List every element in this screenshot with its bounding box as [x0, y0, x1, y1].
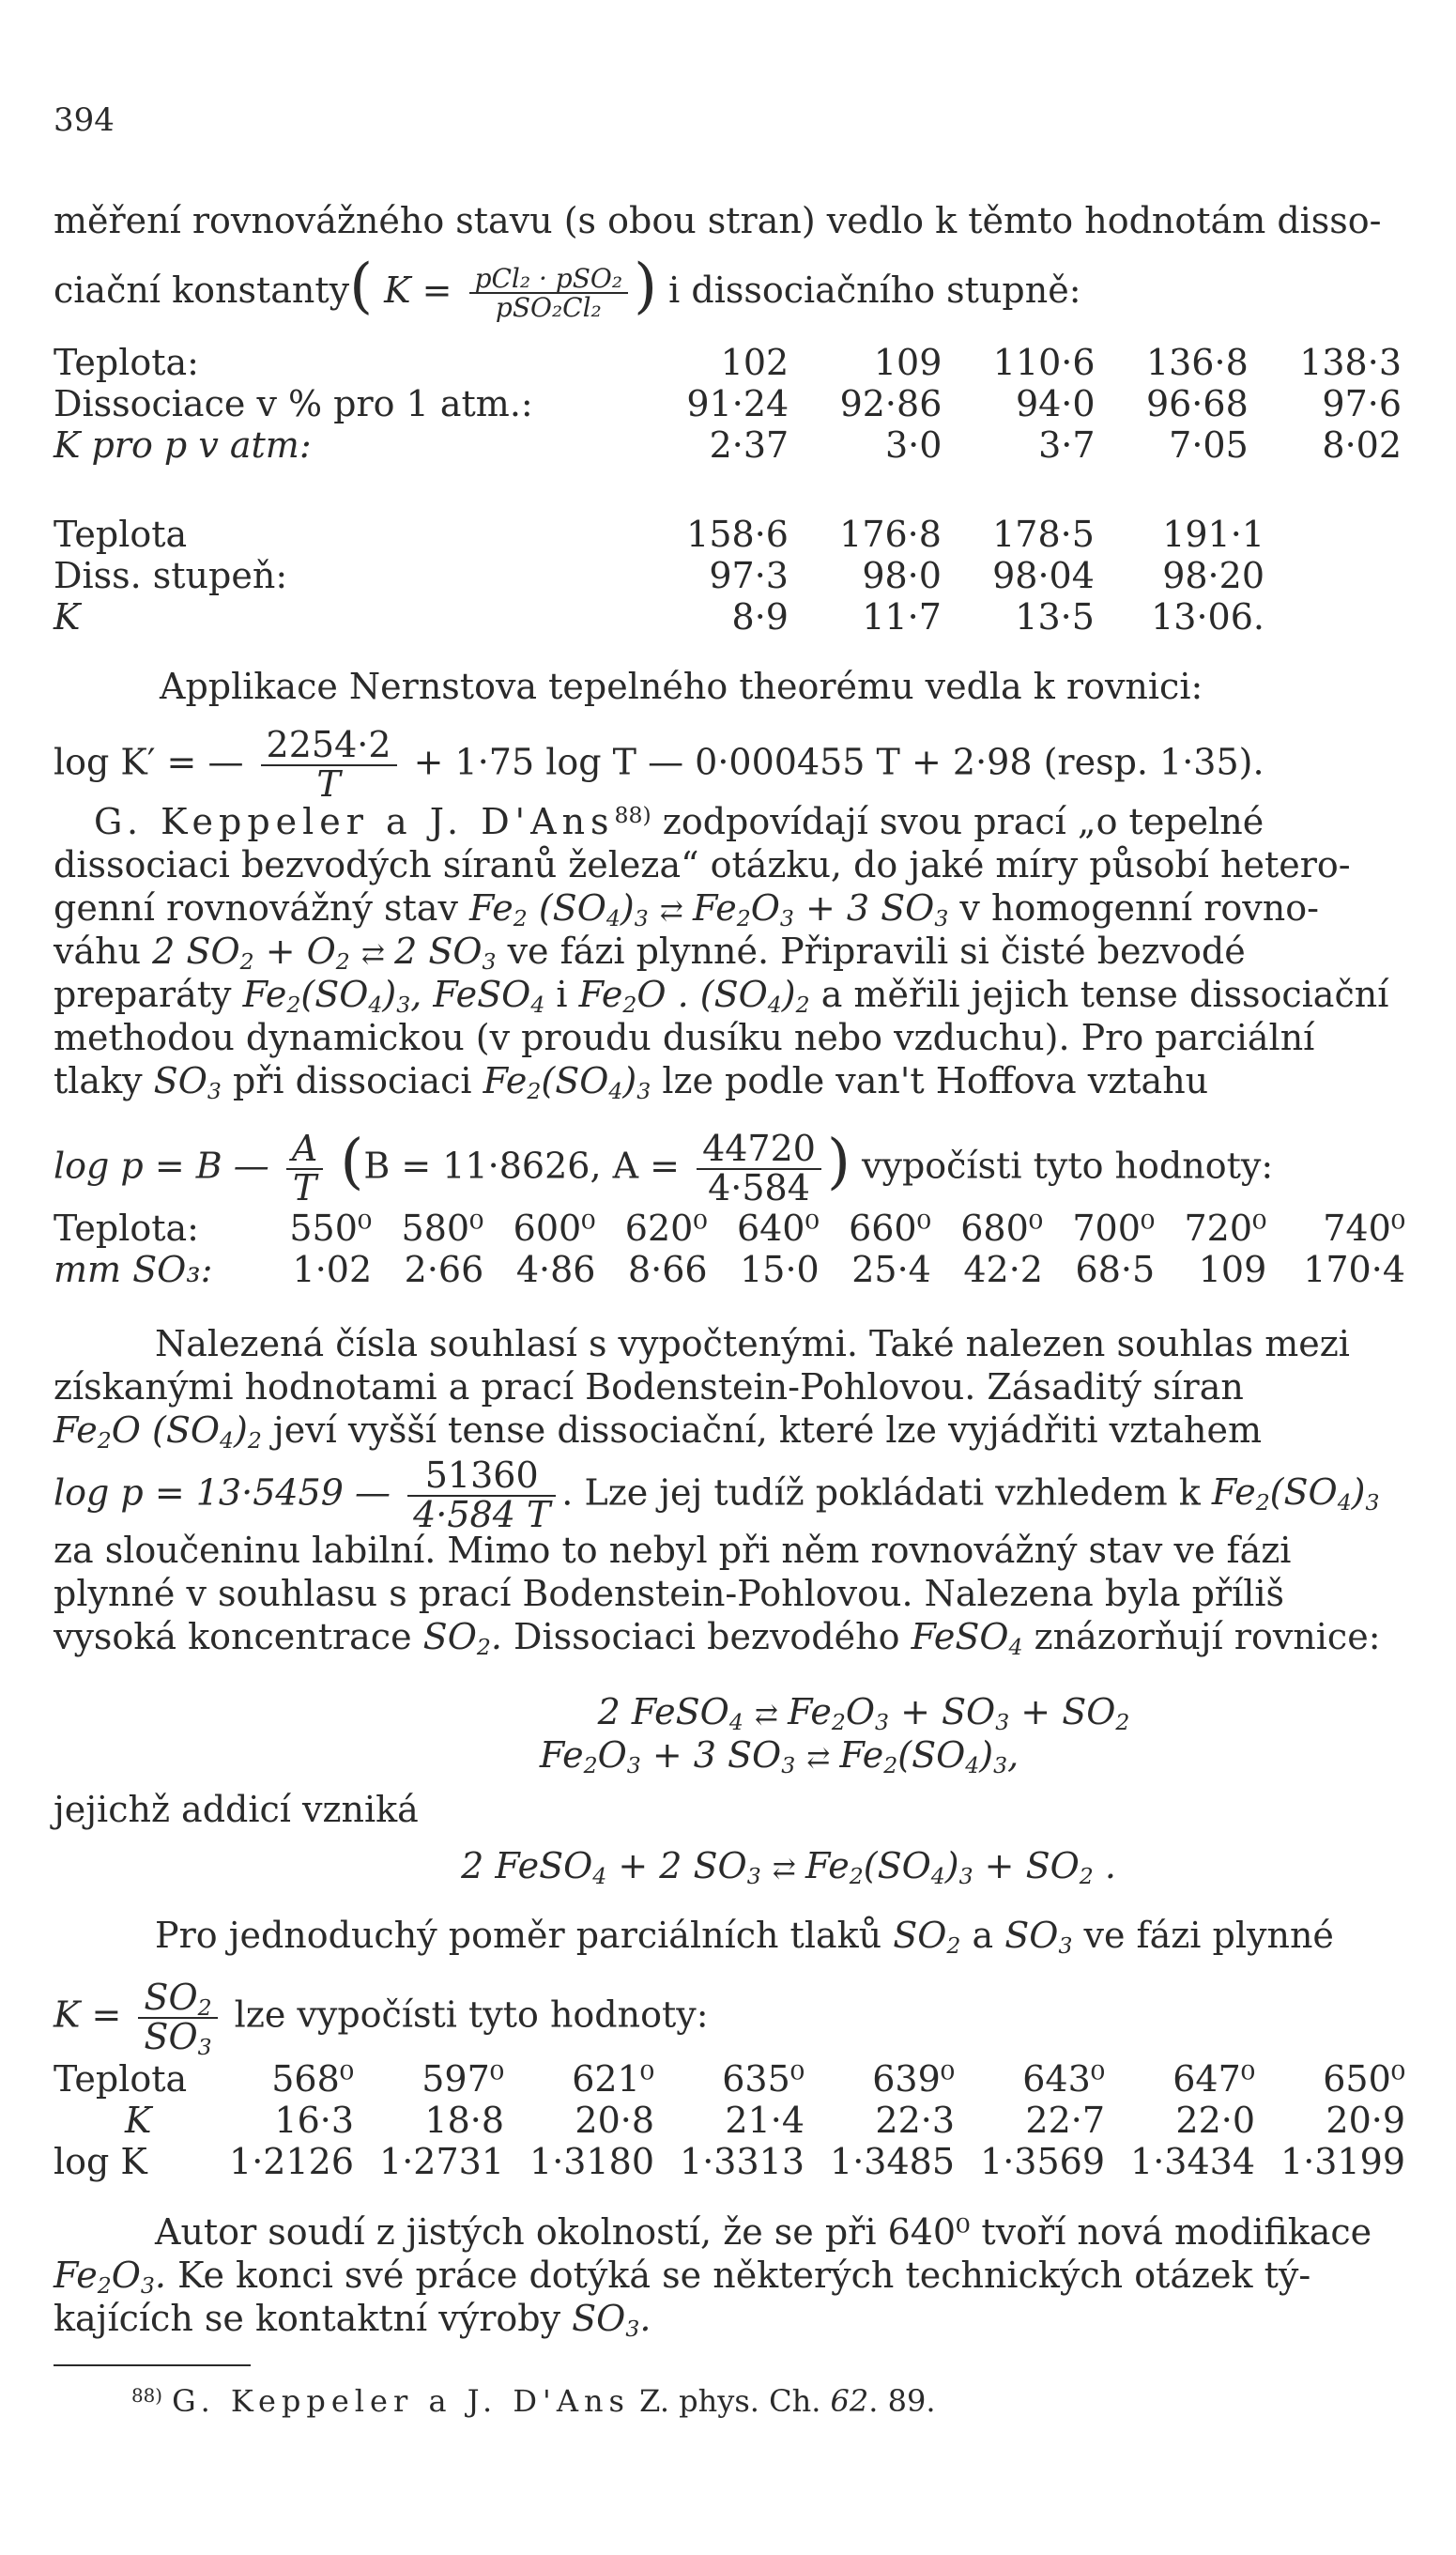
footnote-divider	[54, 2364, 251, 2366]
preparations-formulas: $Fe_2(SO_4)_3$, FeSO$_4$	[242, 974, 545, 1018]
table-row-label: Teplota	[54, 514, 188, 555]
table-row	[54, 342, 1402, 383]
table-cell: 110·6	[992, 342, 1096, 383]
para1-line-1-rest: zodpovídají svou prací „o tepelné	[662, 801, 1264, 842]
table-cell: 178·5	[992, 514, 1095, 555]
equilibrium-constant-table	[54, 2058, 1405, 2182]
table-cell: 170·4	[1303, 1249, 1405, 1290]
para4-line-3	[54, 2297, 651, 2340]
table-cell: 568⁰	[271, 2058, 354, 2100]
table-cell: 660⁰	[849, 1208, 931, 1249]
para3-text: a	[972, 1915, 994, 1956]
table-cell: 98·04	[992, 555, 1095, 596]
para4-line-1: Autor soudí z jistých okolností, že se při 640⁰ tvoří nová modifikace	[155, 2211, 1372, 2253]
table-cell: 91·24	[686, 383, 789, 424]
para1-text: v homogenní rovno-	[959, 887, 1319, 929]
table-cell: 138·3	[1299, 342, 1402, 383]
table-cell: 22·3	[875, 2100, 955, 2141]
para3-line-2	[54, 1977, 709, 2060]
table-row	[54, 596, 1264, 638]
table-cell: 13·06.	[1151, 596, 1264, 638]
table-cell: 680⁰	[960, 1208, 1043, 1249]
para2-text: znázorňují rovnice:	[1034, 1616, 1381, 1657]
table-cell: 16·3	[274, 2100, 354, 2141]
table-row	[54, 424, 1402, 466]
table-cell: 109	[873, 342, 943, 383]
vanthoff-a-numerator: A	[286, 1131, 323, 1170]
para2-line-2: získanými hodnotami a prací Bodenstein-Pohlovou. Zásaditý síran	[54, 1366, 1244, 1408]
table-row-label: K pro p v atm:	[54, 424, 312, 466]
para1-text: při dissociaci	[232, 1060, 472, 1101]
k-ratio-fraction	[138, 1977, 217, 2060]
k-ratio-denominator: $SO_3$	[144, 2015, 212, 2060]
dissociation-table-1	[54, 342, 1402, 466]
table-cell: 597⁰	[421, 2058, 504, 2100]
table-cell: 191·1	[1162, 514, 1264, 555]
table-row-label: K	[125, 2100, 152, 2141]
table-cell: 650⁰	[1323, 2058, 1405, 2100]
basic-sulfate-eq-numerator: 51360	[407, 1457, 556, 1497]
vanthoff-b-numerator: 44720	[697, 1131, 821, 1170]
table-cell: 621⁰	[572, 2058, 654, 2100]
formula-fe2so43: $Fe_2(SO_4)_3$	[483, 1060, 651, 1104]
table-cell: 94·0	[1015, 383, 1096, 424]
para2-line-3	[54, 1408, 1262, 1452]
table-cell: 1·3180	[529, 2141, 654, 2182]
para4-text: kajících se kontaktní výroby	[54, 2298, 561, 2339]
table-cell: 97·3	[709, 555, 789, 596]
basic-sulfate-formula: $Fe_2O$ . $(SO_4)_2$	[578, 974, 810, 1018]
table-cell: 176·8	[839, 514, 942, 555]
table-cell: 4·86	[515, 1249, 596, 1290]
vanthoff-a-denominator: T	[292, 1166, 317, 1208]
vanthoff-b-denominator: 4·584	[708, 1166, 810, 1208]
k-ratio-numerator: $SO_2$	[138, 1979, 217, 2019]
para1-text: váhu	[54, 931, 142, 972]
para1-line-1	[94, 800, 1264, 843]
nernst-eq-fraction	[261, 724, 397, 805]
intro-text-a: ciační konstanty	[54, 269, 350, 311]
table-row-label: Teplota:	[54, 342, 199, 383]
table-row	[54, 2100, 1405, 2141]
vanthoff-equation: log p = B — $\frac{A}{T}$ (B = 11·8626, A = $\frac{44720}{4\cdot 584}$ ) vypočísti tyto hodnoty:	[54, 1127, 1274, 1208]
table-cell: 15·0	[740, 1249, 820, 1290]
table-row	[54, 2058, 1405, 2100]
table-cell: 647⁰	[1172, 2058, 1255, 2100]
table-row-label: Teplota	[54, 2058, 188, 2100]
k-definition-numerator: pCl₂ · pSO₂	[469, 265, 629, 294]
table-cell: 1·3199	[1280, 2141, 1405, 2182]
para1-line-7	[54, 1059, 1208, 1102]
table-cell: 1·3313	[680, 2141, 805, 2182]
para4-text: Ke konci své práce dotýká se některých technických otázek tý-	[177, 2255, 1311, 2296]
table-cell: 18·8	[424, 2100, 504, 2141]
k-definition-fraction	[469, 265, 629, 322]
basic-sulfate-eq-lhs: log p = 13·5459 —	[54, 1471, 391, 1514]
para1-line-4	[54, 930, 1246, 977]
table-cell: 1·3485	[830, 2141, 955, 2182]
para1-text: lze podle van't Hoffova vztahu	[662, 1060, 1209, 1101]
table-cell: 20·9	[1326, 2100, 1405, 2141]
vanthoff-b-part: B = 11·8626, A =	[363, 1145, 680, 1187]
nernst-eq-numerator: 2254·2	[261, 727, 397, 766]
para1-text: preparáty	[54, 974, 232, 1015]
para1-text: a měřili jejich tense dissociační	[820, 974, 1389, 1015]
para2-line-1: Nalezená čísla souhlasí s vypočtenými. Také nalezen souhlas mezi	[155, 1323, 1350, 1364]
table-cell: 620⁰	[624, 1208, 708, 1249]
table-cell: 11·7	[862, 596, 942, 638]
para2-text: . Lze jej tudíž pokládati vzhledem k	[561, 1471, 1201, 1514]
reaction-heterogeneous: $Fe_2$ $(SO_4)_3$ ⇄ $Fe_2O_3 + 3$ $SO_3$	[469, 887, 949, 931]
para1-line-3	[54, 886, 1319, 933]
table-cell: 158·6	[686, 514, 789, 555]
reaction-homogeneous: 2 $SO_2 + O_2$ ⇄ 2 $SO_3$	[152, 931, 497, 975]
table-cell: 102	[720, 342, 789, 383]
nernst-equation	[54, 724, 1264, 805]
table-cell: 740⁰	[1323, 1208, 1405, 1249]
nernst-eq-rest: + 1·75 log T — 0·000455 T + 2·98 (resp. 1·35).	[413, 741, 1264, 783]
table-row-label: log K	[54, 2141, 147, 2182]
dissociation-table-2	[54, 514, 1264, 638]
para2-line-4	[54, 1457, 1379, 1534]
table-row-label: mm SO₃:	[54, 1249, 213, 1290]
table-row-label: Dissociace v % pro 1 atm.:	[54, 383, 533, 424]
table-cell: 2·37	[709, 424, 789, 466]
table-cell: 136·8	[1145, 342, 1249, 383]
para2-line-5: za sloučeninu labilní. Mimo to nebyl při něm rovnovážný stav ve fázi	[54, 1530, 1292, 1571]
table-row	[54, 514, 1264, 555]
para4-line-2	[54, 2254, 1310, 2297]
footnote-page: . 89.	[868, 2383, 936, 2419]
table-cell: 1·02	[292, 1249, 373, 1290]
para1-text: genní rovnovážný stav	[54, 887, 458, 929]
table-cell: 68·5	[1075, 1249, 1156, 1290]
table-row	[54, 1249, 1405, 1290]
table-row	[54, 1208, 1405, 1249]
table-cell: 3·7	[1038, 424, 1096, 466]
para1-line-5: preparáty $Fe_2(SO_4)_3$, FeSO$_4$ i $Fe_2O$ . $(SO_4)_2$ a měřili jejich tense dissociační	[54, 974, 1389, 1018]
para1-authors: G. Keppeler a J. D'Ans	[94, 801, 615, 842]
table-cell: 1·3434	[1130, 2141, 1255, 2182]
para2-line-7	[54, 1615, 1381, 1658]
table-cell: 98·0	[862, 555, 942, 596]
table-row-label: Diss. stupeň:	[54, 555, 288, 596]
table-cell: 580⁰	[401, 1208, 484, 1249]
table-cell: 3·0	[884, 424, 943, 466]
table-cell: 600⁰	[513, 1208, 596, 1249]
para2-text: Dissociaci bezvodého	[513, 1616, 900, 1657]
table-row	[54, 383, 1402, 424]
k-ratio-lhs: K =	[54, 1993, 122, 2036]
table-cell: 96·68	[1145, 383, 1249, 424]
table-cell: 643⁰	[1022, 2058, 1105, 2100]
table-cell: 20·8	[575, 2100, 654, 2141]
basic-sulfate-eq-denominator: 4·584 T	[413, 1493, 551, 1535]
table-cell: 720⁰	[1184, 1208, 1267, 1249]
vanthoff-lhs: log p = B —	[54, 1145, 269, 1187]
formula-so3: $SO_3$	[153, 1060, 222, 1104]
para1-line-6: methodou dynamickou (v proudu dusíku nebo vzduchu). Pro parciální	[54, 1017, 1315, 1058]
basic-sulfate-eq-fraction	[407, 1457, 556, 1534]
table-cell: 22·0	[1175, 2100, 1255, 2141]
table-cell: 109	[1198, 1249, 1267, 1290]
formula-fe2so43: $Fe_2(SO_4)_3$	[1211, 1471, 1380, 1516]
reactions-connector: jejichž addicí vzniká	[54, 1789, 419, 1830]
nernst-intro: Applikace Nernstova tepelného theorému vedla k rovnici:	[160, 666, 1203, 707]
table-cell: 21·4	[725, 2100, 805, 2141]
table-cell: 25·4	[851, 1249, 931, 1290]
intro-text-b: i dissociačního stupně:	[668, 269, 1081, 311]
nernst-eq-lhs: log K′ = —	[54, 741, 244, 783]
vanthoff-a-fraction	[286, 1128, 323, 1208]
intro-line-1: měření rovnovážného stavu (s obou stran) vedlo k těmto hodnotám disso-	[54, 200, 1382, 241]
footnote-marker: 88)	[131, 2385, 162, 2408]
para3-text: Pro jednoduchý poměr parciálních tlaků	[155, 1915, 882, 1956]
footnote-volume: 62	[830, 2383, 869, 2419]
para2-line-6: plynné v souhlasu s prací Bodenstein-Pohlovou. Nalezena byla příliš	[54, 1573, 1285, 1614]
table-cell: 1·2126	[229, 2141, 354, 2182]
para1-text: tlaky	[54, 1060, 143, 1101]
footnote-authors: G. Keppeler a J. D'Ans	[172, 2383, 630, 2419]
table-cell: 8·02	[1322, 424, 1402, 466]
table-cell: 8·66	[627, 1249, 708, 1290]
formula-fe2o3: $Fe_2O_3$.	[54, 2255, 166, 2299]
formula-so3: $SO_3$.	[572, 2298, 651, 2342]
table-cell: 635⁰	[722, 2058, 805, 2100]
reaction-sum: 2 FeSO$_4$ + 2 $SO_3$ ⇄ $Fe_2(SO_4)_3 + SO_2$ .	[461, 1845, 1116, 1889]
vanthoff-rest: vypočísti tyto hodnoty:	[862, 1145, 1274, 1187]
table-cell: 550⁰	[289, 1208, 373, 1249]
table-cell: 640⁰	[736, 1208, 820, 1249]
para1-line-2: dissociaci bezvodých síranů železa“ otázku, do jaké míry působí hetero-	[54, 844, 1351, 885]
para2-text: jeví vyšší tense dissociační, které lze vyjádřiti vztahem	[272, 1409, 1263, 1451]
para3-text: ve fázi plynné	[1083, 1915, 1334, 1956]
table-cell: 92·86	[839, 383, 943, 424]
table-cell: 700⁰	[1072, 1208, 1156, 1249]
formula-feso4: FeSO$_4$	[911, 1616, 1023, 1660]
table-cell: 1·3569	[980, 2141, 1105, 2182]
table-cell: 42·2	[963, 1249, 1043, 1290]
footnote-journal: Z. phys. Ch.	[639, 2383, 821, 2419]
vanthoff-b-fraction	[697, 1128, 821, 1208]
para2-text: vysoká koncentrace	[54, 1616, 412, 1657]
formula-so3: $SO_3$	[1004, 1915, 1073, 1959]
table-row	[54, 555, 1264, 596]
table-cell: 13·5	[1015, 596, 1095, 638]
table-cell: 97·6	[1322, 383, 1402, 424]
footnote-ref-88: 88)	[614, 802, 651, 829]
table-cell: 1·2731	[379, 2141, 504, 2182]
para3-text: lze vypočísti tyto hodnoty:	[234, 1993, 709, 2036]
footnote-88	[131, 2379, 935, 2423]
table-row-label: K	[54, 596, 81, 638]
table-cell: 7·05	[1169, 424, 1249, 466]
table-row	[54, 2141, 1405, 2182]
page-number: 394	[54, 101, 115, 139]
basic-sulfate-formula: $Fe_2O$ $(SO_4)_2$	[54, 1409, 262, 1454]
formula-so2: $SO_2$	[893, 1915, 961, 1959]
table-cell: 98·20	[1162, 555, 1264, 596]
nernst-eq-denominator: T	[316, 762, 341, 805]
para3-line-1	[155, 1914, 1334, 1957]
k-definition-lhs: K =	[384, 269, 452, 311]
reaction-2: $Fe_2O_3 + 3$ $SO_3$ ⇄ $Fe_2(SO_4)_3$,	[539, 1734, 1019, 1778]
table-row-label: Teplota:	[54, 1208, 199, 1249]
table-cell: 2·66	[404, 1249, 484, 1290]
so3-pressure-table	[54, 1208, 1405, 1290]
table-cell: 22·7	[1025, 2100, 1105, 2141]
table-cell: 8·9	[731, 596, 789, 638]
k-definition-denominator: pSO₂Cl₂	[495, 292, 602, 324]
table-cell: 639⁰	[872, 2058, 955, 2100]
reaction-1: 2 FeSO$_4$ ⇄ $Fe_2O_3 + SO_3 + SO_2$	[597, 1691, 1130, 1735]
formula-so2: $SO_2$.	[422, 1616, 502, 1660]
intro-line-2: ciační konstanty( K = $\frac{\text{pCl₂ · pSO₂}}{\text{pSO₂Cl₂}}$ ) i dissociačního stupně:	[54, 251, 1081, 324]
para1-text: ve fázi plynné. Připravili si čisté bezvodé	[507, 931, 1246, 972]
